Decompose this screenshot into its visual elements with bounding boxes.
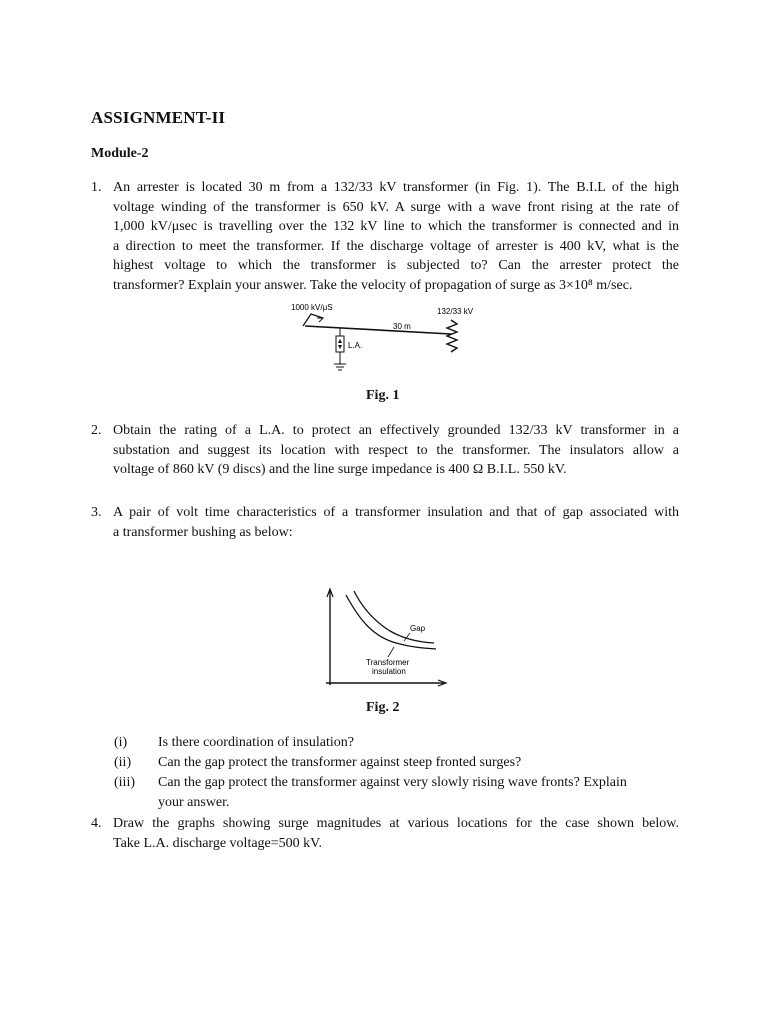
question-text-line: An arrester is located 30 m from a 132/33 kV transformer (in Fig. 1). The B.I.L of the high: [113, 180, 679, 195]
question-text-line: Obtain the rating of a L.A. to protect an effectively grounded 132/33 kV transformer in a: [113, 423, 679, 438]
question-text-line: Draw the graphs showing surge magnitudes at various locations for the case shown below.: [113, 816, 679, 831]
question-text-line: A pair of volt time characteristics of a transformer insulation and that of gap associated with: [113, 505, 679, 520]
question-text-line: substation and suggest its location with respect to the transformer. The insulators allow a: [113, 442, 679, 458]
question-text-line: a direction to meet the transformer. If the discharge voltage of arrester is 400 kV, what is the: [113, 238, 679, 254]
fig1-caption: Fig. 1: [366, 388, 400, 403]
question-text-line: voltage of 860 kV (9 discs) and the line surge impedance is 400 Ω B.I.L. 550 kV.: [113, 462, 567, 477]
arrester-label: L.A.: [348, 341, 363, 350]
sub-item-number: (i): [114, 735, 128, 750]
question-number: 1.: [91, 180, 102, 195]
question-4: [91, 814, 679, 853]
question-text-line: 1,000 kV/μsec is travelling over the 132 kV line to which the transformer is connected and in: [113, 219, 679, 234]
transmission-line: [305, 326, 451, 334]
distance-label: 30 m: [393, 322, 411, 331]
assignment-title: ASSIGNMENT-II: [91, 108, 226, 127]
arrester-icon: [338, 339, 342, 349]
sub-item-text-cont: your answer.: [158, 794, 230, 810]
gap-label: Gap: [410, 624, 426, 633]
gap-curve: [346, 595, 436, 649]
question-text-line: Take L.A. discharge voltage=500 kV.: [113, 835, 322, 851]
question-2: [91, 421, 679, 480]
q3-sub-item: [114, 773, 680, 812]
sub-item-text: Can the gap protect the transformer against steep fronted surges?: [158, 755, 522, 770]
question-3: [91, 503, 679, 542]
question-text-line: transformer? Explain your answer. Take the velocity of propagation of surge as 3×10⁸ m/sec.: [113, 277, 633, 293]
surge-wave-icon: [303, 314, 323, 326]
q3-sub-item: [114, 733, 680, 753]
insulation-label-1: Transformer: [366, 658, 410, 667]
module-heading: Module-2: [91, 146, 149, 161]
question-text-line: voltage winding of the transformer is 650 kV. A surge with a wave front rising at the rate of: [113, 199, 679, 215]
sub-item-text: Can the gap protect the transformer against very slowly rising wave fronts? Explain: [158, 775, 627, 790]
insulation-label-2: insulation: [372, 667, 406, 676]
fig2-diagram: [318, 585, 448, 691]
transformer-label: 132/33 kV: [437, 307, 474, 316]
question-number: 3.: [91, 505, 102, 520]
insulation-leader: [388, 647, 394, 657]
question-1: [91, 178, 679, 295]
question-text-line: a transformer bushing as below:: [113, 524, 293, 540]
question-text-line: highest voltage to which the transformer is subjected to? Can the arrester protect the: [113, 258, 679, 273]
transformer-coil-icon: [447, 320, 457, 352]
question-number: 2.: [91, 423, 102, 438]
insulation-curve: [354, 591, 434, 643]
sub-item-number: (ii): [114, 755, 132, 770]
fig2-caption: Fig. 2: [366, 700, 400, 715]
surge-rate-label: 1000 kV/μS: [291, 303, 333, 312]
sub-item-number: (iii): [114, 775, 135, 790]
arrow-icon: [317, 318, 323, 322]
sub-item-text: Is there coordination of insulation?: [158, 735, 354, 750]
arrester-box: [336, 336, 344, 352]
question-number: 4.: [91, 816, 102, 831]
fig1-diagram: [285, 298, 485, 378]
q3-sub-item: [114, 753, 680, 773]
